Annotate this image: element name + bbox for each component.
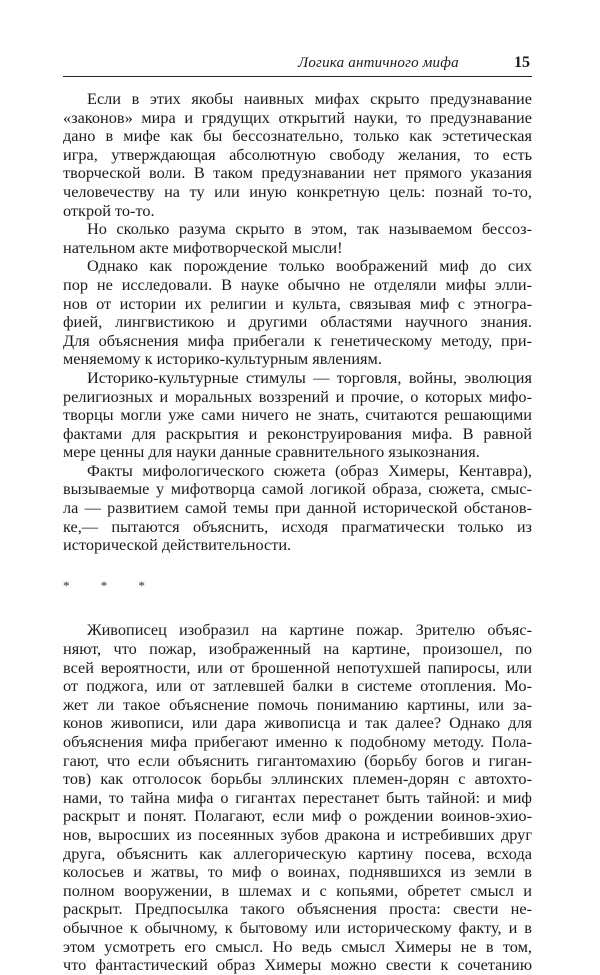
text-line: что фантастический образ Химеры можно свести к сочетанию bbox=[63, 955, 532, 975]
text-line: творцы могли уже сами ничего не знать, считаются решающими bbox=[63, 405, 532, 425]
text-line: мере ценны для науки данные сравнительного языкознания. bbox=[63, 442, 480, 462]
text-line: Живописец изобразил на картине пожар. Зрителю объяс- bbox=[87, 620, 532, 640]
text-line: нов, выросших из посеянных зубов дракона и истребивших друг bbox=[63, 824, 532, 844]
text-line: вызываемые у мифотворца самой логикой образа, сюжета, смыс- bbox=[63, 479, 532, 499]
text-line: пор не исследовали. В науке обычно не отделяли мифы элли- bbox=[63, 274, 532, 294]
text-line: обычное к обычному, к бытовому или историческому факту, и в bbox=[63, 917, 532, 937]
text-line: тов) как отголосок борьбы эллинских племен-дорян с автохто- bbox=[63, 769, 532, 789]
text-line: Историко-культурные стимулы — торговля, войны, эволюция bbox=[87, 367, 532, 387]
text-line: Однако как порождение только воображений миф до сих bbox=[87, 256, 532, 276]
text-line: Но сколько разума скрыто в этом, так называемом бессоз- bbox=[87, 219, 532, 239]
running-title: Логика античного мифа bbox=[298, 55, 459, 71]
text-line: меняемому к историко-культурным явлениям. bbox=[63, 349, 382, 369]
paragraph bbox=[63, 90, 532, 220]
text-line: творческой воли. В таком предузнавании нет прямого указания bbox=[63, 163, 532, 183]
section-2 bbox=[63, 621, 532, 974]
text-line: гают, что если объяснить гигантомахию (борьбу богов и гиган- bbox=[63, 750, 532, 770]
text-line: игра, утверждающая абсолютную свободу желания, то есть bbox=[63, 144, 532, 164]
running-head bbox=[63, 54, 532, 77]
text-line: религиозных и моральных воззрений и прочие, о которых мифо- bbox=[63, 386, 532, 406]
paragraph bbox=[63, 369, 532, 462]
text-line: всей вероятности, или от брошенной непотухшей папиросы, или bbox=[63, 657, 532, 677]
text-line: этом усмотреть его смысл. Но ведь смысл Химеры не в том, bbox=[63, 936, 532, 956]
text-line: открой то-то. bbox=[63, 200, 155, 220]
text-line: дано в мифе как бы бессознательно, только как эстетическая bbox=[63, 126, 532, 146]
text-line: Для объяснения мифа прибегали к генетическому методу, при- bbox=[63, 330, 532, 350]
text-line: нательном акте мифотворческой мысли! bbox=[63, 237, 343, 257]
text-line: нов от истории их религии и культа, связывая миф с этногра- bbox=[63, 293, 532, 313]
section-1 bbox=[63, 90, 532, 555]
paragraph bbox=[63, 621, 532, 974]
section-separator: * * * bbox=[63, 577, 159, 593]
text-line: ла — развитием самой темы при данной исторической обстанов- bbox=[63, 498, 532, 518]
text-line: Если в этих якобы наивных мифах скрыто предузнавание bbox=[87, 89, 532, 108]
text-line: друга, объяснить как аллегорическую картину посева, всхода bbox=[63, 843, 532, 863]
paragraph bbox=[63, 220, 532, 257]
text-line: исторической действительности. bbox=[63, 535, 292, 555]
text-line: Факты мифологического сюжета (образ Химеры, Кентавра), bbox=[87, 460, 532, 480]
text-line: ке,— пытаются объяснить, исходя прагматически только из bbox=[63, 516, 532, 536]
text-line: раскрыт и понят. Полагают, если миф о рождении воинов-эхио- bbox=[63, 806, 532, 826]
text-line: нами, то тайна мифа о гигантах перестанет быть тайной: и миф bbox=[63, 787, 532, 807]
text-line: полном вооружении, в шлемах и с копьями, обретет смысл и bbox=[63, 880, 532, 900]
text-line: конов живописи, или дара живописца и так далее? Однако для bbox=[63, 713, 532, 733]
text-line: человечеству на ту или иную конкретную цель: познай то-то, bbox=[63, 181, 532, 201]
paragraph bbox=[63, 257, 532, 369]
text-line: няют, что пожар, изображенный на картине, произошел, по bbox=[63, 639, 532, 659]
text-line: объяснения мифа прибегают именно к подобному методу. Пола- bbox=[63, 732, 532, 751]
text-line: фией, лингвистикою и другими областями научного знания. bbox=[63, 312, 532, 332]
text-line: колосьев и жатвы, то миф о воинах, поднявшихся из земли в bbox=[63, 862, 532, 882]
text-line: «законов» мира и грядущих открытий науки, то предузнавание bbox=[63, 107, 532, 127]
paragraph bbox=[63, 462, 532, 555]
text-line: от поджога, или от затлевшей балки в системе отопления. Мо- bbox=[63, 676, 532, 696]
text-line: раскрыт. Предпосылка такого объяснения проста: свести не- bbox=[63, 899, 532, 919]
page-number: 15 bbox=[514, 54, 530, 71]
body-text bbox=[63, 90, 532, 975]
book-page bbox=[63, 54, 532, 975]
text-line: жет ли такое объяснение помочь пониманию картины, или за- bbox=[63, 694, 532, 714]
text-line: фактами для раскрытия и реконструирования мифа. В равной bbox=[63, 423, 532, 443]
